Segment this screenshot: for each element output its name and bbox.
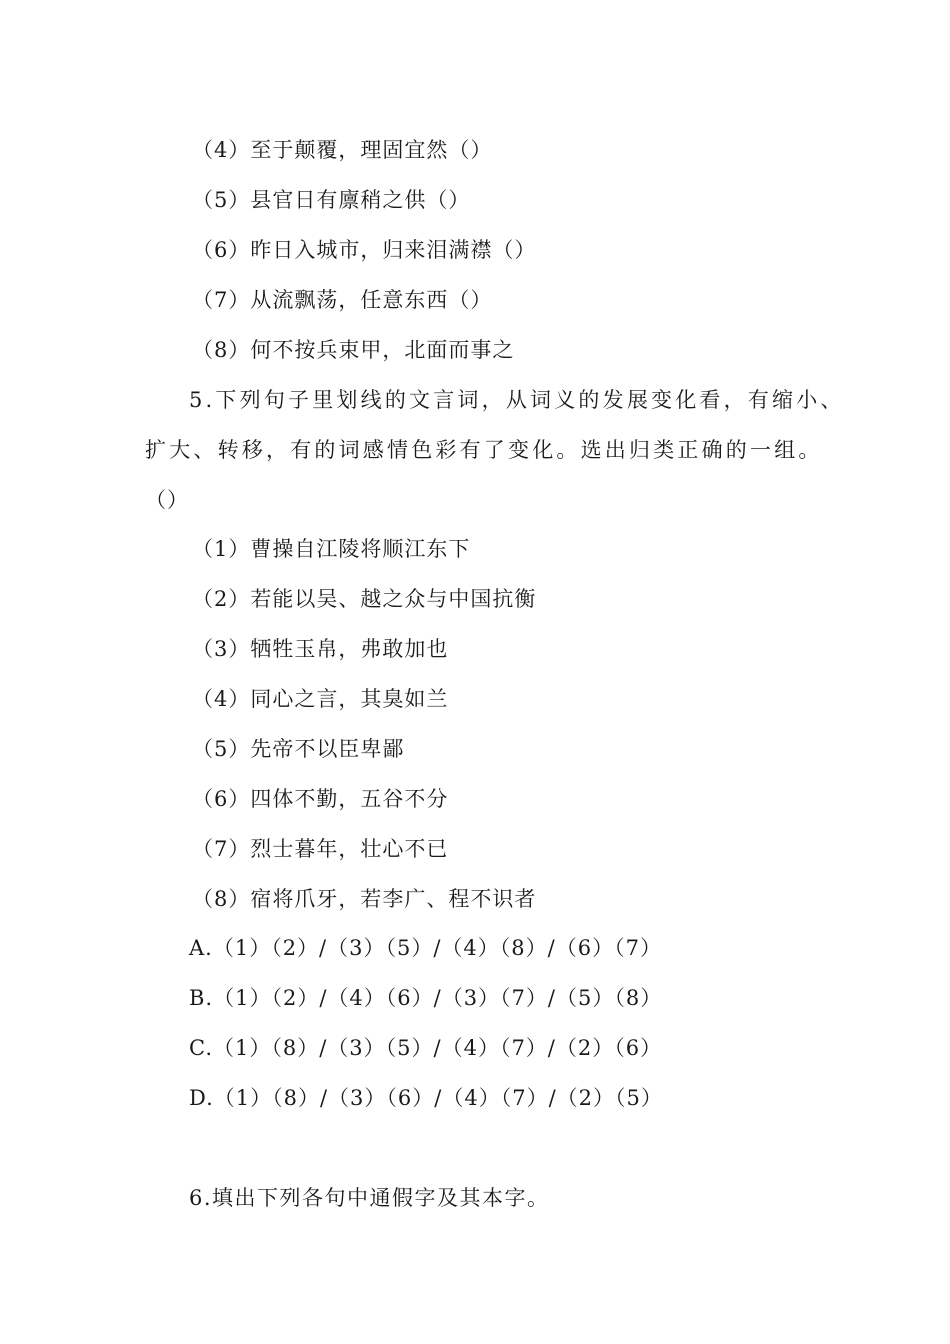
q5-item-4: （4）同心之言，其臭如兰 bbox=[192, 687, 449, 711]
q5-item-1: （1）曹操自江陵将顺江东下 bbox=[192, 537, 471, 561]
q5-item-6: （6）四体不勤，五谷不分 bbox=[192, 787, 449, 811]
q4-item-4: （4）至于颠覆，理固宜然（） bbox=[192, 138, 493, 162]
q4-item-6: （6）昨日入城市，归来泪满襟（） bbox=[192, 238, 537, 262]
q5-item-7: （7）烈士暮年，壮心不已 bbox=[192, 837, 449, 861]
q5-item-5: （5）先帝不以臣卑鄙 bbox=[192, 737, 405, 761]
q4-item-8: （8）何不按兵束甲，北面而事之 bbox=[192, 338, 515, 362]
q5-stem-line3: （） bbox=[145, 488, 189, 512]
q5-item-2: （2）若能以吴、越之众与中国抗衡 bbox=[192, 587, 537, 611]
q5-option-d: D.（1）（8）/（3）（6）/（4）（7）/（2）（5） bbox=[189, 1086, 663, 1110]
q5-item-3: （3）牺牲玉帛，弗敢加也 bbox=[192, 637, 449, 661]
q5-option-c: C.（1）（8）/（3）（5）/（4）（7）/（2）（6） bbox=[189, 1036, 663, 1060]
q6-stem: 6.填出下列各句中通假字及其本字。 bbox=[189, 1186, 550, 1210]
q5-option-a: A.（1）（2）/（3）（5）/（4）（8）/（6）（7） bbox=[189, 936, 662, 960]
q4-item-5: （5）县官日有廪稍之供（） bbox=[192, 188, 471, 212]
q5-stem-line2: 扩大、转移，有的词感情色彩有了变化。选出归类正确的一组。 bbox=[145, 438, 823, 462]
q5-option-b: B.（1）（2）/（4）（6）/（3）（7）/（5）（8） bbox=[189, 986, 663, 1010]
q5-item-8: （8）宿将爪牙，若李广、程不识者 bbox=[192, 887, 537, 911]
q4-item-7: （7）从流飘荡，任意东西（） bbox=[192, 288, 493, 312]
q5-stem-line1: 5.下列句子里划线的文言词，从词义的发展变化看，有缩小、 bbox=[189, 388, 845, 412]
